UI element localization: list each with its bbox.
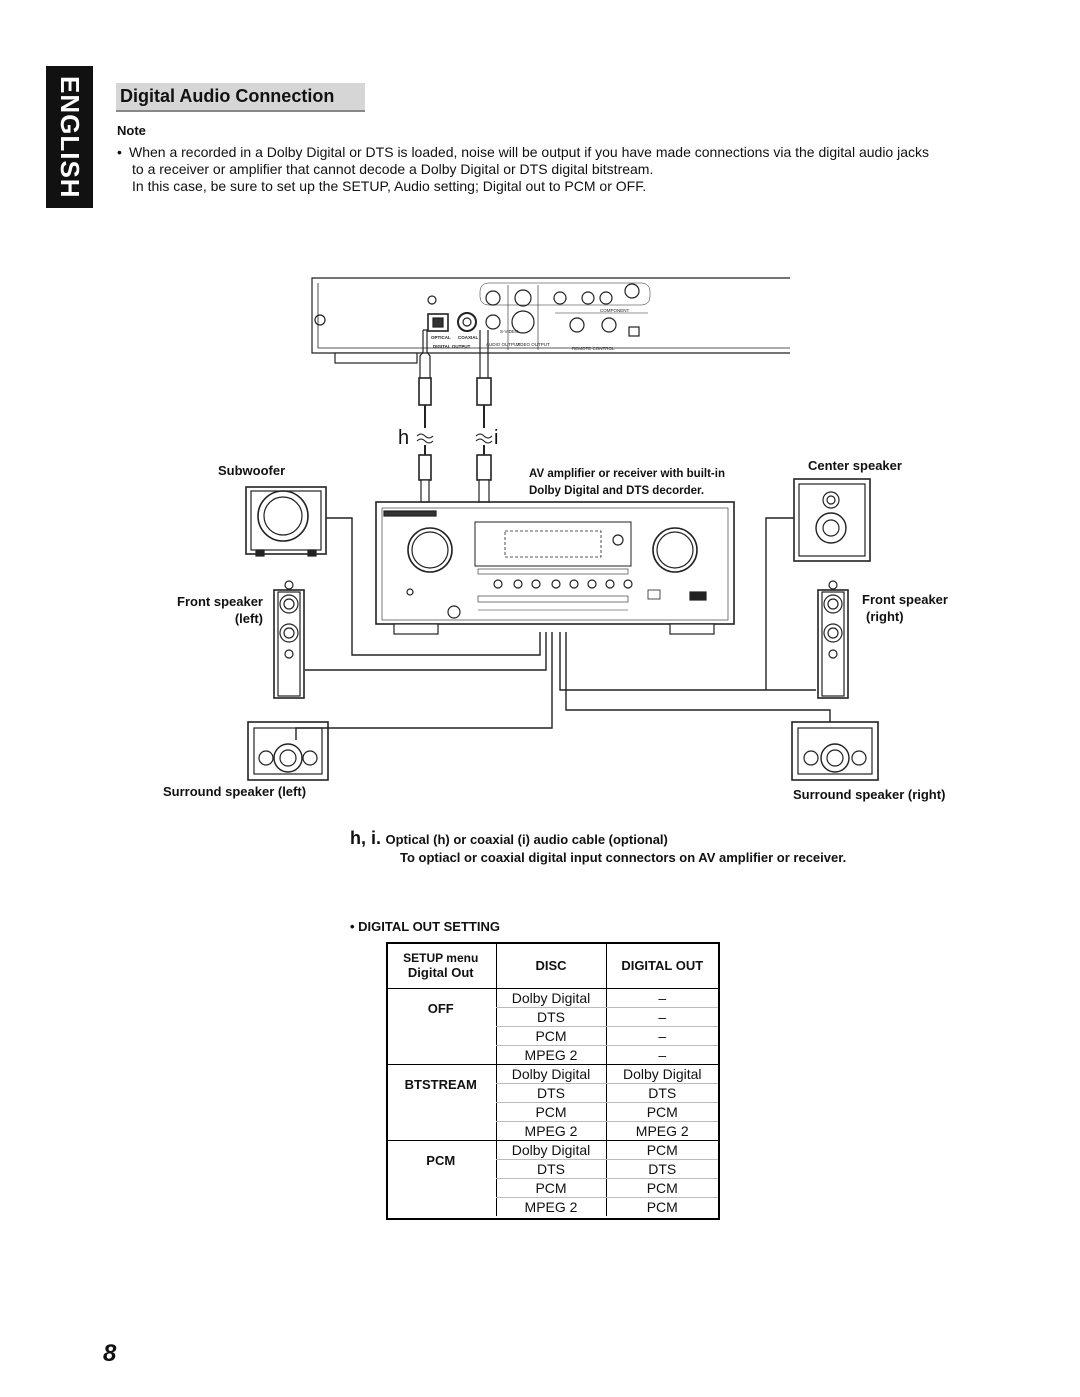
cable-note-line-1: Optical (h) or coaxial (i) audio cable (optional) bbox=[385, 832, 668, 847]
note-bullet: • bbox=[117, 144, 122, 160]
setup-menu-header bbox=[386, 942, 496, 989]
video-output-label: VIDEO OUTPUT bbox=[516, 342, 550, 347]
disc-cell: PCM bbox=[496, 1103, 606, 1122]
disc-cell: MPEG 2 bbox=[496, 1122, 606, 1141]
digital-out-table bbox=[386, 942, 718, 1216]
menu-value-off: OFF bbox=[427, 1001, 454, 1016]
front-left-label-line-1: Front speaker bbox=[177, 594, 263, 609]
cable-note-prefix: h, i. bbox=[350, 828, 381, 848]
out-cell: PCM bbox=[606, 1103, 718, 1122]
coaxial-jack-label: COAXIAL bbox=[458, 335, 479, 340]
cable-h-label: h bbox=[398, 427, 410, 449]
front-left-label bbox=[163, 593, 263, 627]
remote-control-label: REMOTE CONTROL bbox=[572, 346, 615, 351]
setup-menu-header-line-1: SETUP menu bbox=[403, 950, 479, 965]
disc-cell: Dolby Digital bbox=[496, 989, 606, 1008]
page-number: 8 bbox=[103, 1340, 117, 1367]
front-right-label bbox=[862, 591, 948, 625]
table-row bbox=[386, 1065, 718, 1084]
dvd-player-rear-panel bbox=[312, 278, 790, 363]
out-cell: DTS bbox=[606, 1160, 718, 1179]
disc-cell: PCM bbox=[496, 1179, 606, 1198]
digital-out-header: DIGITAL OUT bbox=[606, 942, 718, 989]
av-receiver bbox=[376, 502, 734, 634]
out-cell: Dolby Digital bbox=[606, 1065, 718, 1084]
out-cell: MPEG 2 bbox=[606, 1122, 718, 1141]
note-line-3: In this case, be sure to set up the SETUP, Audio setting; Digital out to PCM or OFF. bbox=[132, 178, 647, 194]
center-speaker-label: Center speaker bbox=[808, 458, 902, 473]
receiver-label-line-2: Dolby Digital and DTS decorder. bbox=[529, 485, 705, 497]
disc-cell: MPEG 2 bbox=[496, 1198, 606, 1217]
disc-header: DISC bbox=[496, 942, 606, 989]
out-cell: – bbox=[606, 1027, 718, 1046]
front-left-speaker bbox=[274, 581, 304, 698]
s-video-label: S-VIDEO bbox=[500, 329, 519, 334]
coaxial-cable bbox=[476, 330, 492, 502]
cable-note-line-2: To optiacl or coaxial digital input connectors on AV amplifier or receiver. bbox=[400, 850, 847, 865]
component-label: COMPONENT bbox=[600, 308, 630, 313]
out-cell: PCM bbox=[606, 1198, 718, 1217]
optical-cable bbox=[417, 330, 433, 502]
disc-cell: Dolby Digital bbox=[496, 1065, 606, 1084]
note-line-2: to a receiver or amplifier that cannot decode a Dolby Digital or DTS digital bitstream. bbox=[132, 161, 654, 177]
front-right-speaker bbox=[818, 581, 848, 698]
out-cell: – bbox=[606, 1008, 718, 1027]
surround-left-label: Surround speaker (left) bbox=[163, 784, 307, 799]
table-row bbox=[386, 1141, 718, 1160]
digital-output-label: DIGITAL OUTPUT bbox=[433, 344, 471, 349]
center-speaker bbox=[794, 479, 870, 561]
disc-cell: PCM bbox=[496, 1027, 606, 1046]
surround-left-speaker bbox=[248, 722, 328, 780]
digital-out-setting-heading: • DIGITAL OUT SETTING bbox=[350, 919, 500, 934]
subwoofer-speaker bbox=[246, 487, 326, 556]
front-right-label-line-1: Front speaker bbox=[862, 592, 948, 607]
front-left-label-line-2: (left) bbox=[234, 611, 263, 626]
setup-menu-header-line-2: Digital Out bbox=[407, 964, 474, 980]
language-tab: ENGLISH bbox=[46, 66, 93, 208]
section-title: Digital Audio Connection bbox=[116, 83, 365, 112]
table-row bbox=[386, 989, 718, 1008]
menu-value-pcm: PCM bbox=[386, 1141, 496, 1217]
front-right-label-line-2: (right) bbox=[866, 609, 904, 624]
cable-note bbox=[350, 828, 846, 865]
menu-value-btstream: BTSTREAM bbox=[386, 1065, 496, 1141]
audio-output-label: AUDIO OUTPUT bbox=[486, 342, 521, 347]
receiver-label-line-1: AV amplifier or receiver with built-in bbox=[529, 468, 725, 480]
surround-right-label: Surround speaker (right) bbox=[793, 787, 946, 802]
optical-jack-label: OPTICAL bbox=[431, 335, 451, 340]
out-cell: – bbox=[606, 989, 718, 1008]
out-cell: DTS bbox=[606, 1084, 718, 1103]
disc-cell: Dolby Digital bbox=[496, 1141, 606, 1160]
subwoofer-label: Subwoofer bbox=[218, 463, 286, 478]
cable-i-label: i bbox=[494, 427, 499, 449]
disc-cell: DTS bbox=[496, 1160, 606, 1179]
note-heading: Note bbox=[117, 123, 146, 138]
out-cell: PCM bbox=[606, 1179, 718, 1198]
disc-cell: DTS bbox=[496, 1084, 606, 1103]
receiver-label bbox=[529, 466, 725, 500]
out-cell: – bbox=[606, 1046, 718, 1065]
note-line-1: When a recorded in a Dolby Digital or DTS is loaded, noise will be output if you have made connections via the digital audio jacks bbox=[129, 144, 929, 160]
disc-cell: MPEG 2 bbox=[496, 1046, 606, 1065]
disc-cell: DTS bbox=[496, 1008, 606, 1027]
surround-right-speaker bbox=[792, 722, 878, 780]
out-cell: PCM bbox=[606, 1141, 718, 1160]
